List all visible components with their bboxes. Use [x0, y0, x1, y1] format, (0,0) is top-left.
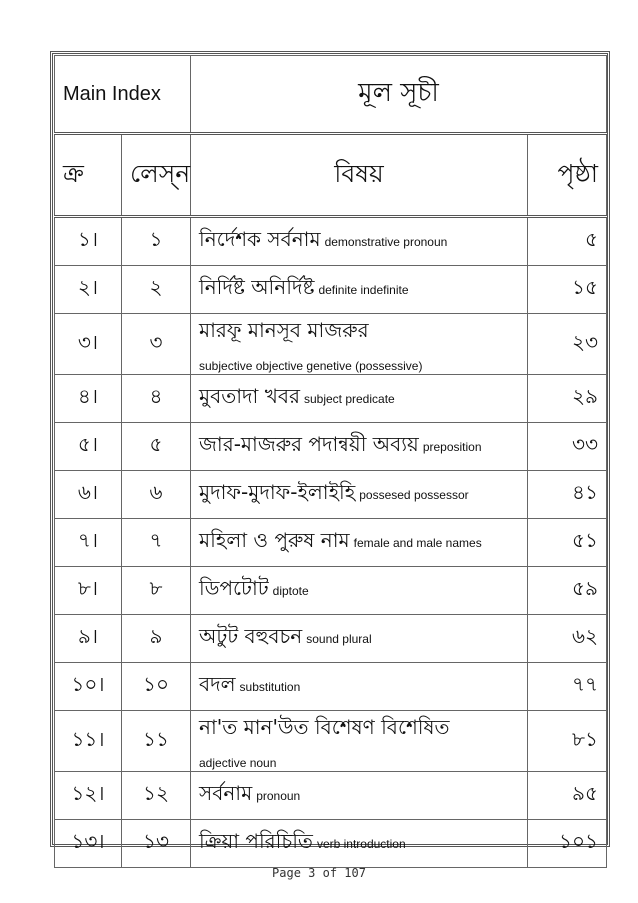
table-row [55, 266, 607, 314]
page-number-cell: ৯৫ [528, 772, 607, 820]
subject-cell [191, 375, 528, 423]
lesson-cell: ৪ [122, 375, 191, 423]
page-number-cell: ৪১ [528, 471, 607, 519]
page-number-cell: ৫৯ [528, 567, 607, 615]
page-number-cell: ১০১ [528, 820, 607, 868]
lesson-cell: ৮ [122, 567, 191, 615]
col-header-lesson: লেস্‌ন [122, 134, 191, 217]
page-number-cell: ৫ [528, 217, 607, 266]
col-header-page: পৃষ্ঠা [528, 134, 607, 217]
lesson-cell: ২ [122, 266, 191, 314]
table-row [55, 314, 607, 375]
subject-cell [191, 567, 528, 615]
serial-cell: ৪। [55, 375, 122, 423]
table-row [55, 820, 607, 868]
table-row [55, 711, 607, 772]
page-number-cell: ৮১ [528, 711, 607, 772]
subject-bengali: সর্বনাম [199, 781, 253, 805]
title-row [55, 56, 607, 134]
serial-cell: ১২। [55, 772, 122, 820]
index-rows [55, 217, 607, 868]
subject-english: diptote [272, 584, 309, 598]
subject-english: adjective noun [199, 755, 277, 770]
lesson-cell: ১৩ [122, 820, 191, 868]
subject-bengali: ক্রিয়া পরিচিতি [199, 829, 313, 853]
subject-bengali: মুবতাদা খবর [199, 384, 300, 408]
subject-cell [191, 820, 528, 868]
lesson-cell: ১১ [122, 711, 191, 772]
table-row [55, 519, 607, 567]
subject-english: subjective objective genetive (possessive) [199, 358, 423, 373]
page-number-cell: ৭৭ [528, 663, 607, 711]
mul-suchi-title: মূল সূচী [191, 56, 607, 134]
page-number-cell: ৫১ [528, 519, 607, 567]
subject-cell [191, 772, 528, 820]
col-header-kro: ক্র [55, 134, 122, 217]
table-row [55, 567, 607, 615]
subject-cell [191, 519, 528, 567]
table-row [55, 615, 607, 663]
lesson-cell: ৯ [122, 615, 191, 663]
table-row [55, 423, 607, 471]
subject-english: female and male names [353, 536, 482, 550]
subject-bengali: অটুট বহুবচন [199, 624, 303, 648]
serial-cell: ৭। [55, 519, 122, 567]
subject-bengali: ডিপটোট [199, 576, 269, 600]
subject-english: preposition [422, 440, 482, 454]
subject-cell [191, 217, 528, 266]
page-footer: Page 3 of 107 [272, 866, 366, 880]
lesson-cell: ১ [122, 217, 191, 266]
lesson-cell: ৭ [122, 519, 191, 567]
subject-bengali: মহিলা ও পুরুষ নাম [199, 528, 350, 552]
table-row [55, 217, 607, 266]
serial-cell: ৩। [55, 314, 122, 375]
subject-cell [191, 266, 528, 314]
lesson-cell: ১২ [122, 772, 191, 820]
page-number-cell: ৩৩ [528, 423, 607, 471]
subject-cell [191, 615, 528, 663]
subject-bengali: নির্দেশক সর্বনাম [199, 227, 321, 251]
serial-cell: ৮। [55, 567, 122, 615]
main-index-table [54, 55, 607, 868]
serial-cell: ১৩। [55, 820, 122, 868]
subject-english: sound plural [306, 632, 372, 646]
serial-cell: ৫। [55, 423, 122, 471]
subject-cell [191, 471, 528, 519]
subject-bengali: বদল [199, 672, 236, 696]
subject-english: substitution [239, 680, 301, 694]
table-row [55, 375, 607, 423]
subject-english: subject predicate [303, 392, 395, 406]
lesson-cell: ৩ [122, 314, 191, 375]
page-number-cell: ২৩ [528, 314, 607, 375]
subject-bengali: নির্দিষ্ট অনির্দিষ্ট [199, 275, 315, 299]
subject-bengali: না'ত মান'উত বিশেষণ বিশেষিত [199, 714, 450, 739]
lesson-cell: ১০ [122, 663, 191, 711]
serial-cell: ১। [55, 217, 122, 266]
subject-bengali: জার-মাজরুর পদান্বয়ী অব্যয় [199, 432, 419, 456]
table-row [55, 772, 607, 820]
table-row [55, 663, 607, 711]
serial-cell: ১০। [55, 663, 122, 711]
subject-cell [191, 423, 528, 471]
column-header-row [55, 134, 607, 217]
page-number-cell: ১৫ [528, 266, 607, 314]
serial-cell: ৯। [55, 615, 122, 663]
subject-english: verb introduction [316, 837, 406, 851]
page-number-cell: ২৯ [528, 375, 607, 423]
subject-english: pronoun [256, 789, 301, 803]
serial-cell: ১১। [55, 711, 122, 772]
subject-cell [191, 314, 528, 375]
col-header-subject: বিষয় [191, 134, 528, 217]
subject-cell [191, 663, 528, 711]
lesson-cell: ৬ [122, 471, 191, 519]
lesson-cell: ৫ [122, 423, 191, 471]
table-row [55, 471, 607, 519]
serial-cell: ৬। [55, 471, 122, 519]
subject-bengali: মুদাফ-মুদাফ-ইলাইহি [199, 480, 356, 504]
serial-cell: ২। [55, 266, 122, 314]
subject-cell [191, 711, 528, 772]
main-index-title: Main Index [55, 56, 191, 134]
subject-english: demonstrative pronoun [324, 235, 448, 249]
page-number-cell: ৬২ [528, 615, 607, 663]
subject-bengali: মারফূ মানসূব মাজরুর [199, 317, 369, 342]
subject-english: possesed possessor [359, 488, 469, 502]
subject-english: definite indefinite [318, 283, 409, 297]
